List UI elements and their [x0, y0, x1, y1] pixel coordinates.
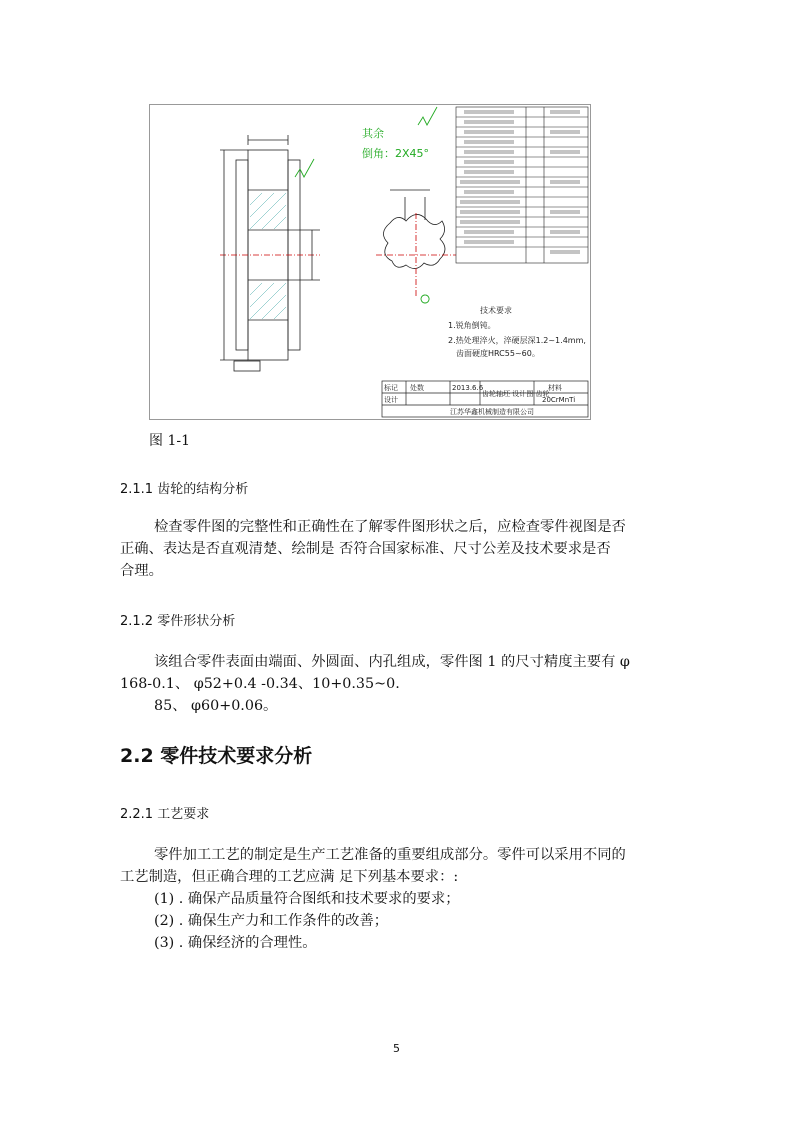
svg-text:20CrMnTi: 20CrMnTi	[542, 396, 576, 404]
list-item: (1) . 确保产品质量符合图纸和技术要求的要求；	[154, 891, 460, 907]
section-2-1-1-heading: 2.1.1 齿轮的结构分析	[120, 482, 249, 497]
svg-text:设计: 设计	[384, 396, 398, 404]
svg-text:处数: 处数	[410, 384, 424, 392]
section-2-1-2-heading: 2.1.2 零件形状分析	[120, 614, 236, 629]
svg-text:倒角：2X45°: 倒角：2X45°	[362, 147, 430, 160]
svg-text:其余: 其余	[362, 127, 384, 140]
section-2-2-1-body	[120, 844, 673, 954]
section-hatching	[250, 193, 286, 319]
gear-drawing-svg	[150, 105, 590, 419]
list-item: (2) . 确保生产力和工作条件的改善；	[154, 913, 389, 929]
gear-front-view	[376, 190, 456, 297]
svg-text:1.锐角倒钝。: 1.锐角倒钝。	[448, 321, 496, 330]
page-number: 5	[393, 1042, 400, 1055]
title-block-text	[384, 383, 575, 416]
gear-drawing-figure	[149, 104, 591, 420]
parameter-table-fill	[460, 110, 580, 254]
paragraph-line: 168-0.1、 φ52+0.4 -0.34、10+0.35~0.	[120, 676, 400, 692]
svg-text:材料: 材料	[548, 384, 562, 392]
svg-text:2013.6.6: 2013.6.6	[452, 384, 484, 392]
svg-text:标记: 标记	[384, 384, 398, 392]
svg-text:2.热处理淬火，淬硬层深1.2~1.4mm,: 2.热处理淬火，淬硬层深1.2~1.4mm,	[448, 336, 586, 345]
paragraph-line: 检查零件图的完整性和正确性在了解零件图形状之后，应检查零件视图是否	[154, 519, 626, 535]
section-2-1-2-body	[120, 651, 673, 717]
section-2-2-1-heading: 2.2.1 工艺要求	[120, 807, 210, 822]
paragraph-line: 合理。	[120, 563, 163, 579]
section-2-1-1-body	[120, 516, 673, 582]
paragraph-line: 该组合零件表面由端面、外圆面、内孔组成，零件图 1 的尺寸精度主要有 φ	[154, 654, 630, 670]
section-2-2-heading: 2.2 零件技术要求分析	[120, 745, 313, 767]
green-notes	[362, 126, 429, 160]
paragraph-line: 正确、表达是否直观清楚、绘制是 否符合国家标准、尺寸公差及技术要求是否	[120, 541, 611, 557]
gear-section-view	[220, 135, 320, 371]
svg-text:江苏华鑫机械制造有限公司: 江苏华鑫机械制造有限公司	[450, 408, 534, 416]
paragraph-line: 工艺制造，但正确合理的工艺应满 足下列基本要求：:	[120, 869, 459, 885]
svg-text:技术要求: 技术要求	[480, 306, 512, 315]
svg-text:齿轮轴坯 设计图 齿轮: 齿轮轴坯 设计图 齿轮	[482, 390, 550, 398]
tech-requirements	[448, 305, 586, 358]
svg-text:齿面硬度HRC55~60。: 齿面硬度HRC55~60。	[456, 349, 540, 358]
list-item: (3) . 确保经济的合理性。	[154, 935, 317, 951]
paragraph-line: 85、 φ60+0.06。	[154, 698, 278, 714]
paragraph-line: 零件加工工艺的制定是生产工艺准备的重要组成部分。零件可以采用不同的	[154, 847, 626, 863]
figure-caption: 图 1-1	[149, 433, 190, 449]
